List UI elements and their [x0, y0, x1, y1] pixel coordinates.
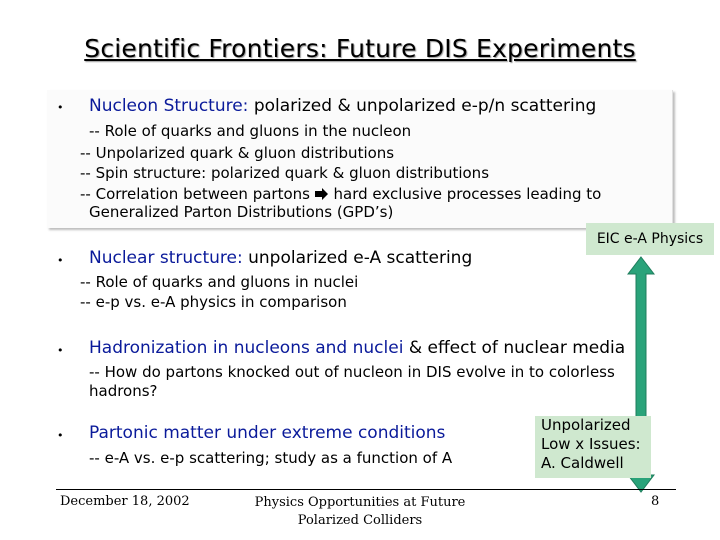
unpolarized-line-2: Low x Issues:: [541, 435, 641, 453]
slide-title: Scientific Frontiers: Future DIS Experiments: [84, 34, 636, 63]
nucleon-line-4-text: -- Correlation between partons: [80, 185, 310, 203]
unpolarized-line-3: A. Caldwell: [541, 454, 624, 472]
nucleon-structure-heading: [89, 96, 596, 116]
bullet: •: [57, 254, 64, 267]
nucleon-structure-desc: polarized & unpolarized e-p/n scattering: [248, 96, 597, 116]
partonic-line-1: -- e-A vs. e-p scattering; study as a function of A: [89, 449, 453, 467]
bullet: •: [57, 429, 64, 442]
footer-title-line-1: Physics Opportunities at Future: [254, 495, 466, 510]
footer-title-line-2: Polarized Colliders: [297, 513, 423, 528]
hadronization-label: Hadronization in nucleons and nuclei: [89, 338, 404, 358]
hadronization-desc: & effect of nuclear media: [403, 338, 626, 358]
nucleon-line-1: -- Role of quarks and gluons in the nucleon: [89, 122, 412, 140]
partonic-matter-label: Partonic matter under extreme conditions: [89, 423, 446, 443]
hadronization-line-1: -- How do partons knocked out of nucleon in DIS evolve in to colorless: [89, 363, 615, 381]
nucleon-structure-label: Nucleon Structure:: [89, 96, 249, 116]
nuclear-structure-label: Nuclear structure:: [89, 248, 243, 268]
footer-rule: [56, 489, 676, 490]
double-arrow-right-icon: [315, 188, 329, 200]
nuclear-structure-desc: unpolarized e-A scattering: [242, 248, 473, 268]
bullet: •: [57, 101, 64, 114]
eic-physics-label: EIC e-A Physics: [586, 223, 714, 255]
hadronization-line-2: hadrons?: [89, 382, 158, 400]
unpolarized-line-1: Unpolarized: [541, 416, 631, 434]
footer-date: December 18, 2002: [60, 494, 190, 509]
partonic-matter-heading: [89, 423, 445, 443]
footer-page-number: 8: [651, 494, 660, 509]
nuclear-structure-heading: [89, 248, 472, 268]
nucleon-line-4: [80, 184, 601, 204]
nucleon-line-4-cont: hard exclusive processes leading to: [328, 185, 602, 203]
hadronization-heading: [89, 338, 625, 358]
nucleon-line-5: Generalized Parton Distributions (GPD’s): [89, 203, 394, 221]
unpolarized-low-x-box: [535, 416, 651, 478]
nuclear-line-2: -- e-p vs. e-A physics in comparison: [80, 293, 347, 311]
footer-title: [250, 494, 470, 530]
bullet: •: [57, 344, 64, 357]
nucleon-line-3: -- Spin structure: polarized quark & gluon distributions: [80, 164, 490, 182]
nuclear-line-1: -- Role of quarks and gluons in nuclei: [80, 273, 359, 291]
nucleon-line-2: -- Unpolarized quark & gluon distributions: [80, 144, 395, 162]
